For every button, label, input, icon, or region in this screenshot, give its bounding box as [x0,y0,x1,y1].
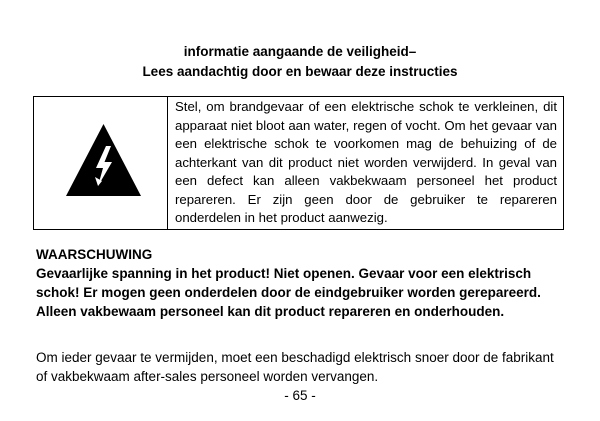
symbol-cell [34,97,168,229]
page-number: - 65 - [284,388,316,403]
safety-notice-box [33,96,564,230]
power-cord-note: Om ieder gevaar te vermijden, moet een beschadigd elektrisch snoer door de fabrikant of vakbekwaam after-sales personeel worden vervangen. [36,350,554,384]
warning-heading: WAARSCHUWING [36,247,153,262]
high-voltage-warning-icon [66,124,141,199]
warning-body: Gevaarlijke spanning in het product! Niet openen. Gevaar voor een elektrisch schok! Er mogen geen onderdelen door de eindgebruiker worden gerepareerd. Alleen vakbewaam personeel kan dit product repareren en onderhouden. [36,266,541,319]
document-title: informatie aangaande de veiligheid– [183,44,417,59]
document-subtitle: Lees aandachtig door en bewaar deze instructies [142,64,458,79]
safety-notice-text: Stel, om brandgevaar of een elektrische schok te verkleinen, dit apparaat niet bloot aan water, regen of vocht. Om het gevaar van een elektrische schok te voorkomen mag de behuizing of de achterkant van dit product niet worden verwijderd. In geval van een defect kan alleen vakbekwaam personeel het product repareren. Er zijn geen door de gebruiker te repareren onderdelen in het product aanwezig. [175,99,557,225]
